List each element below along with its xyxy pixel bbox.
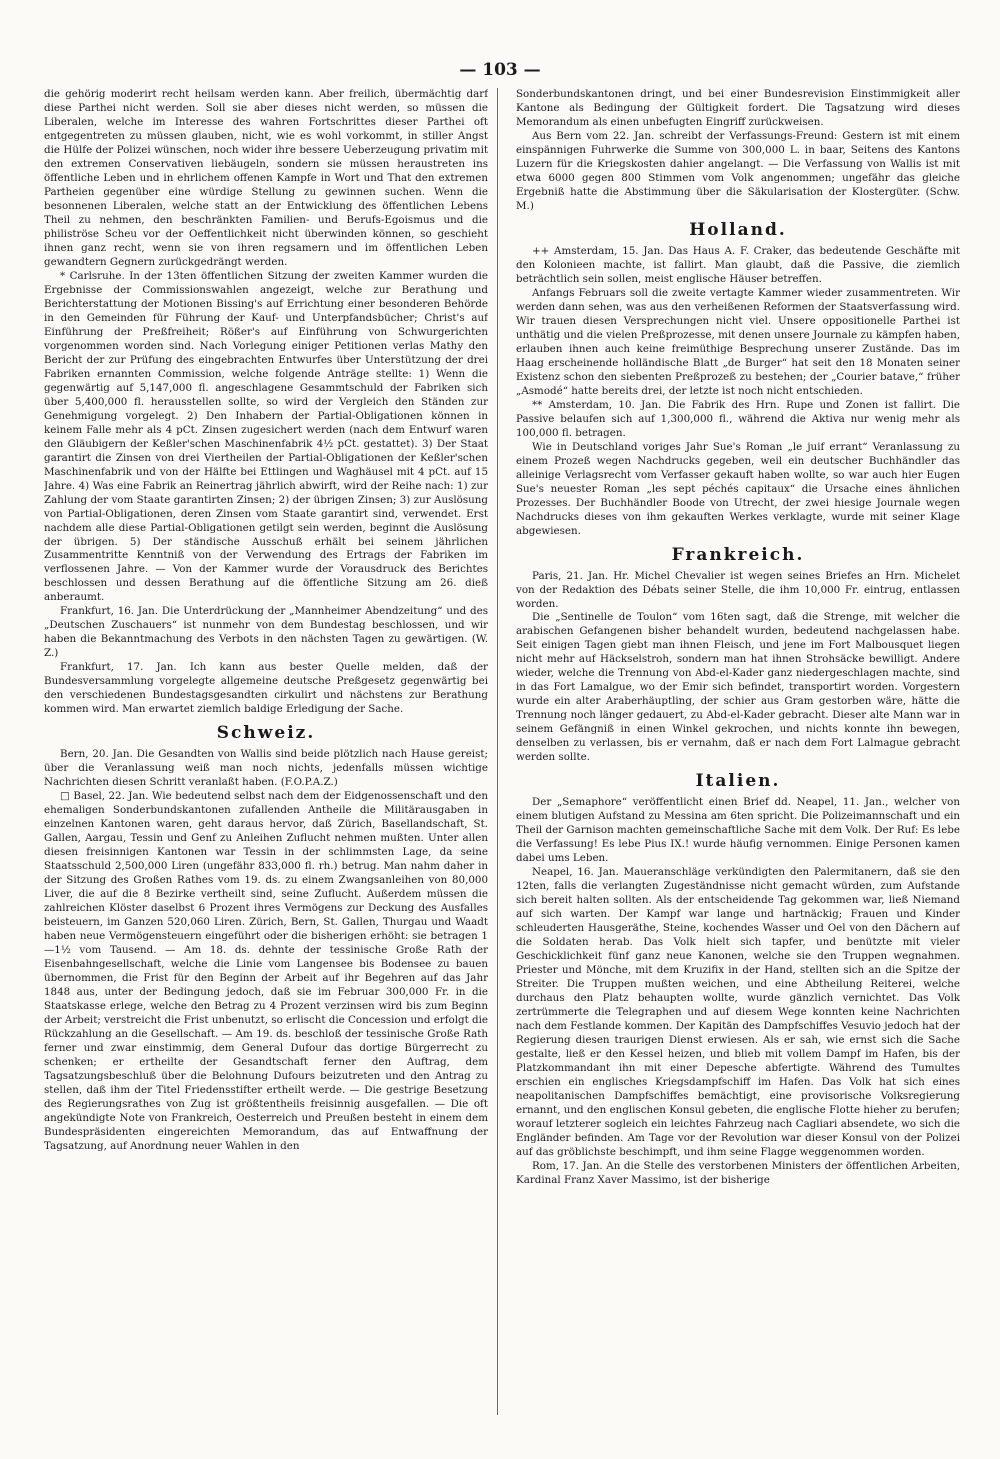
article-paragraph: □ Basel, 22. Jan. Wie bedeutend selbst nach dem der Eidgenossenschaft und den ehemaligen Sonderbundskantonen zufallenden Antheile die Militärausgaben in einzelnen Kantonen waren, geht daraus hervor, daß Zürich, Basellandschaft, St. Gallen, Aargau, Tessin und Genf zu Anleihen Zuflucht nehmen mußten. Unter allen diesen freisinnigen Kantonen war Tessin in der schlimmsten Lage, da seine Staatsschuld 2,500,000 Liren (ungefähr 833,000 fl. rh.) betrug. Man nahm daher in der Sitzung des Großen Rathes vom 19. ds. zu einem Zwangsanleihen von 80,000 Liver, die auf die 8 Bezirke vertheilt sind, seine Zuflucht. Außerdem müssen die zahlreichen Klöster daselbst 6 Prozent ihres Vermögens zur Deckung des Ausfalles beisteuern, im Ganzen 520,060 Liren. Zürich, Bern, St. Gallen, Thurgau und Waadt haben neue Vermögensteuern eingeführt oder die bisherigen erhöht: sie betragen 1—1½ vom Tausend. — Am 18. ds. dehnte der tessinische Große Rath der Eisenbahngesellschaft, welche die Linie vom Langensee bis Bodensee zu bauen übernommen, die Frist für den Beginn der Arbeit auf ihr Begehren auf das Jahr 1848 aus, unter der Bedingung jedoch, daß sie im Februar 300,000 Fr. in die Staatskasse erlege, welche den Betrag zu 4 Prozent verzinsen wird bis zum Beginn der Arbeit; verstreicht die Frist unbenutzt, so erlischt die Concession und erfolgt die Rückzahlung an die Gesellschaft. — Am 19. ds. beschloß der tessinische Große Rath ferner und zwar einstimmig, dem General Dufour das dortige Bürgerrecht zu schenken; er ertheilte der Gesandtschaft ferner den Auftrag, dem Tagsatzungsbeschluß über die Belohnung Dufours beizutreten und den Antrag zu stellen, daß ihm der Titel Friedensstifter ertheilt werde. — Die gestrige Besetzung des Regierungsrathes von Zug ist größtentheils freisinnig ausgefallen. — Die oft angekündigte Note von Frankreich, Oesterreich und Preußen besteht in einem dem Bundespräsidenten eingereichten Memorandum, das auf Entwaffnung der Tagsatzung, auf Anordnung neuer Wahlen in den [44,790,488,1152]
article-paragraph: ++ Amsterdam, 15. Jan. Das Haus A. F. Craker, das bedeutende Geschäfte mit den Kolonieen machte, ist fallirt. Man glaubt, daß die Passive, die ziemlich beträchtlich sein sollen, meist englische Häuser betreffen. [516,244,960,285]
article-paragraph: Sonderbundskantonen dringt, und bei einer Bundesrevision Einstimmigkeit aller Kantone als Bedingung der Gültigkeit fordert. Die Tagsatzung wird dieses Memorandum als einen unbefugten Eingriff zurückweisen. [516,88,960,128]
left-column [44,88,488,1421]
article-paragraph: Der „Semaphore“ veröffentlicht einen Brief dd. Neapel, 11. Jan., welcher von einem blutigen Aufstand zu Messina am 6ten spricht. Die Polizeimannschaft und ein Theil der Garnison machten gemeinschaftliche Sache mit dem Volk. Der Ruf: Es lebe die Verfassung! Es lebe Pius IX.! wurde häufig vernommen. Einige Personen kamen dabei ums Leben. [516,796,960,865]
article-paragraph: Neapel, 16. Jan. Maueranschläge verkündigten den Palermitanern, daß sie den 12ten, falls die verlangten Zugeständnisse nicht gemacht würden, zum Aufstande sich bereit halten sollten. Als der entscheidende Tag gekommen war, ließ Niemand auf sich warten. Der Kampf war lange und hartnäckig; Frauen und Kinder schleuderten Hausgeräthe, Steine, kochendes Wasser und Oel von den Dächern auf die Soldaten herab. Das Volk hielt sich tapfer, und benützte mit vieler Geschicklichkeit fünf ganz neue Kanonen, welche sie den Truppen wegnahmen. Priester und Mönche, mit dem Kruzifix in der Hand, stellten sich an die Spitze der Streiter. Die Truppen mußten weichen, und eine Abtheilung Reiterei, welche durchaus den Platz behaupten wollte, wurde gänzlich vernichtet. Das Volk zertrümmerte die Telegraphen und auf diesem Wege konnten keine Nachrichten nach dem Festlande kommen. Der Kapitän des Dampfschiffes Vesuvio jedoch hat der Regierung diesen traurigen Dienst erwiesen. Als er sah, wie ernst sich die Sache gestalte, ließ er den Kessel heizen, und blieb mit vollem Dampf im Hafen, bis der Platzkommandant ihn mit einer Depesche abfertigte. Während des Tumultes erschien ein englisches Kriegsdampfschiff im Hafen. Das Volk hat sich eines neapolitanischen Dampfschiffes bemächtigt, eine provisorische Volksregierung ernannt, und den englischen Konsul gebeten, die englische Flotte hieher zu berufen; worauf letzterer sogleich ein leichtes Fahrzeug nach Cagliari absendete, wo sich die Engländer befinden. Am Tage vor der Revolution war dieser Konsul von der Polizei auf das gröblichste beschimpft, und ihm seine Flagge weggenommen worden. [516,866,960,1158]
article-paragraph: ** Amsterdam, 10. Jan. Die Fabrik des Hrn. Rupe und Zonen ist fallirt. Die Passive belaufen sich auf 1,300,000 fl., während die Aktiva nur wenig mehr als 100,000 fl. betragen. [516,398,960,439]
article-paragraph: die gehörig moderirt recht heilsam werden kann. Aber freilich, übermächtig darf diese Parthei nicht werden. Soll sie aber dieses nicht werden, so müssen die Liberalen, welche im Interesse des wahren Fortschrittes dieser Parthei oft entgegentreten zu müssen glauben, nicht, wie es wohl vorkommt, in stiller Angst die Hülfe der Polizei wünschen, noch wider ihre bessere Ueberzeugung privatim mit den extremen Conservativen liebäugeln, sondern sie müssen heraustreten ins öffentliche Leben und in ehrlichem offenen Kampfe in Wort und That den extremen Partheien gegenüber eine würdige Stellung zu gewinnen suchen. Wenn die besonnenen Liberalen, welche statt an der Entwicklung des öffentlichen Lebens Theil zu nehmen, den beschränkten Familien- und Berufs-Egoismus und die philiströse Scheu vor der Oeffentlichkeit nicht überwinden können, so geschieht ihnen ganz recht, wenn sie von ihren regsamern und im öffentlichen Leben gewandtern Gegnern zurückgedrängt werden. [44,88,488,268]
article-paragraph: Rom, 17. Jan. An die Stelle des verstorbenen Ministers der öffentlichen Arbeiten, Kardinal Franz Xaver Massimo, ist der bisherige [516,1159,960,1186]
section-heading: Italien. [695,771,781,792]
article-paragraph: Paris, 21. Jan. Hr. Michel Chevalier ist wegen seines Briefes an Hrn. Michelet von der Redaktion des Débats seiner Stelle, die ihm 10,000 Fr. eintrug, entlassen worden. [516,569,960,610]
text-columns [44,88,960,1421]
article-paragraph: Aus Bern vom 22. Jan. schreibt der Verfassungs-Freund: Gestern ist mit einem einspännigen Fuhrwerke die Summe von 300,000 L. in baar, Seitens des Kantons Luzern für die Kriegskosten dahier angelangt. — Die Verfassung von Wallis ist mit etwa 6000 gegen 800 Stimmen vom Volk angenommen; ungefähr das gleiche Ergebniß hatte die Abstimmung über die Säkularisation der Klostergüter. (Schw. M.) [516,129,960,212]
section-heading: Frankreich. [671,544,805,565]
section-heading: Schweiz. [216,723,316,744]
article-paragraph: Frankfurt, 16. Jan. Die Unterdrückung der „Mannheimer Abendzeitung“ und des „Deutschen Zuschauers“ ist nunmehr von dem Bundestag beschlossen, und wir haben die Bekanntmachung des Verbots in den nächsten Tagen zu gewärtigen. (W. Z.) [44,605,488,660]
right-column [516,88,960,1421]
article-paragraph: * Carlsruhe. In der 13ten öffentlichen Sitzung der zweiten Kammer wurden die Ergebnisse der Commissionswahlen angezeigt, welche zur Berathung und Berichterstattung der Motionen Bissing's auf Errichtung einer besonderen Behörde in den Gemeinden für Führung der Kauf- und Unterpfandsbücher; Christ's auf Einführung der Preßfreiheit; Rößer's auf Einführung von Schwurgerichten vorgenommen worden sind. Nach Vorlegung einiger Petitionen verlas Mathy den Bericht der zur Prüfung des eingebrachten Entwurfes über Unterstützung der drei Fabriken ernannten Commission, welche folgende Anträge stellte: 1) Wenn die gegenwärtig auf 5,147,000 fl. angeschlagene Gesammtschuld der Fabriken sich über 5,400,000 fl. herausstellen sollte, so wird der Vergleich den Ständen zur Genehmigung vorgelegt. 2) Den Inhabern der Partial-Obligationen können in keinem Falle mehr als 4 pCt. Zinsen zugesichert werden (nach dem Entwurf waren den Gläubigern der Keßler'schen Maschinenfabrik 4½ pCt. gestattet). 3) Der Staat garantirt die Zinsen von drei Viertheilen der Partial-Obligationen der Keßler'schen Maschinenfabrik und von der Hälfte bei Ettlingen und Waghäusel mit 4 pCt. auf 15 Jahre. 4) Was eine Fabrik an Reinertrag jährlich abwirft, wird der Reihe nach: 1) zur Zahlung der vom Staate garantirten Zinsen; 2) der übrigen Zinsen; 3) zur Auslösung von Partial-Obligationen, deren Zinsen vom Staate garantirt sind, verwendet. Erst nachdem alle diese Partial-Obligationen getilgt sein werden, beginnt die Auslösung der übrigen. 5) Der ständische Ausschuß erhält bei seinem jährlichen Zusammentritte Kenntniß von der Verwendung des Ertrags der Fabriken im verflossenen Jahre. — Von der Kammer wurde der Vorausdruck des Berichtes beschlossen und dessen Berathung auf die öffentliche Sitzung am 26. dieß anberaumt. [44,269,488,604]
article-paragraph: Die „Sentinelle de Toulon“ vom 16ten sagt, daß die Strenge, mit welcher die arabischen Gefangenen bisher behandelt wurden, bedeutend nachgelassen habe. Seit einigen Tagen giebt man ihnen Fleisch, und jene im Fort Malbousquet liegen nicht mehr auf Häckselstroh, sondern man hat ihnen Strohsäcke bewilligt. Andere wieder, welche die Trennung von Abd-el-Kader ganz niedergeschlagen machte, sind in das Fort Lamalgue, wo der Emir sich befindet, transportirt worden. Vorgestern wurde ein alter Araberhäuptling, der schier aus Gram gestorben wäre, hätte die Trennung noch länger gedauert, zu Abd-el-Kader gebracht. Dieser alte Mann war in seinem Gefängniß in einen Winkel gekrochen, und nichts konnte ihn bewegen, denselben zu verlassen, bis er vernahm, daß er nach dem Fort Lalmague gebracht werden sollte. [516,611,960,764]
article-paragraph: Frankfurt, 17. Jan. Ich kann aus bester Quelle melden, daß der Bundesversammlung vorgelegte allgemeine deutsche Preßgesetz gegenwärtig bei den verschiedenen Bundestagsgesandten cirkulirt und nächstens zur Berathung kommen wird. Man erwartet ziemlich baldige Erledigung der Sache. [44,661,488,716]
article-paragraph: Anfangs Februars soll die zweite vertagte Kammer wieder zusammentreten. Wir werden dann sehen, was aus den verheißenen Reformen der Staatsverfassung wird. Wir trauen diesen Versprechungen nicht viel. Unsere oppositionelle Parthei ist unthätig und die vielen Preßprozesse, mit denen unsere Journale zu kämpfen haben, erlauben ihnen auch keine freimüthige Besprechung unserer Zustände. Das im Haag erscheinende holländische Blatt „de Burger“ hat seit den 18 Monaten seiner Existenz schon den siebenten Preßprozeß zu bestehen; der „Courier batave,“ früher „Asmodé“ hatte bereits drei, der letzte ist noch nicht entschieden. [516,286,960,397]
article-paragraph: Wie in Deutschland voriges Jahr Sue's Roman „le juif errant“ Veranlassung zu einem Prozeß wegen Nachdrucks gegeben, weil ein deutscher Buchhändler das alleinige Verlagsrecht vom Verfasser gekauft haben wollte, so war auch hier Eugen Sue's neuester Roman „les sept péchés capitaux“ die Ursache eines ähnlichen Prozesses. Der Buchhändler Boode von Utrecht, der zwei hiesige Journale wegen Nachdrucks dieses von ihm gekauften Werkes verklagte, wurde mit seiner Klage abgewiesen. [516,440,960,537]
article-paragraph: Bern, 20. Jan. Die Gesandten von Wallis sind beide plötzlich nach Hause gereist; über die Veranlassung weiß man noch nichts, jedenfalls müssen wichtige Nachrichten diesen Schritt veranlaßt haben. (F.O.P.A.Z.) [44,748,488,789]
page-number: — 103 — [459,60,541,80]
section-heading: Holland. [689,219,787,240]
